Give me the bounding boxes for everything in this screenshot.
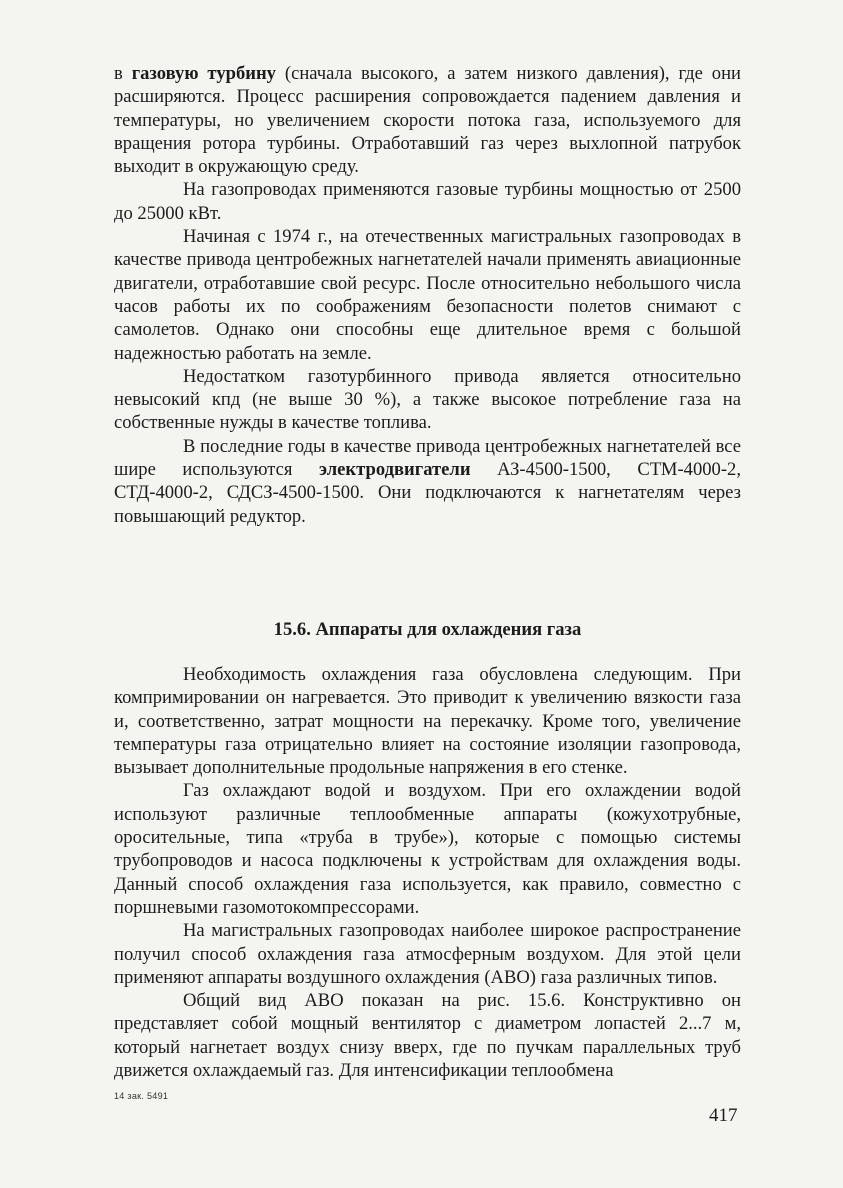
page-number: 417	[709, 1105, 738, 1126]
paragraph-water-cooling: Газ охлаждают водой и воздухом. При его охлаждении водой используют различные теплообменные аппараты (кожухотрубные, оросительные, типа «труба в трубе»), которые с помощью системы трубопроводов и насоса подключены к устройствам для охлаждения воды. Данный способ охлаждения газа используется, как правило, совместно с поршневыми газомотокомпрессорами.	[114, 780, 741, 918]
paragraph-avo-description: Общий вид АВО показан на рис. 15.6. Конструктивно он представляет собой мощный вентилятор с диаметром лопастей 2...7 м, который нагнетает воздух снизу вверх, где по пучкам параллельных труб движется охлаждаемый газ. Для интенсификации теплообмена	[114, 990, 741, 1082]
paragraph-air-cooling: На магистральных газопроводах наиболее широкое распространение получил способ охлаждения газа атмосферным воздухом. Для этой цели применяют аппараты воздушного охлаждения (АВО) газа различных типов.	[114, 920, 741, 988]
section-heading: 15.6. Аппараты для охлаждения газа	[273, 619, 582, 640]
paragraph-aviation-engines: Начиная с 1974 г., на отечественных магистральных газопроводах в качестве привода центробежных нагнетателей начали применять авиационные двигатели, отработавшие свой ресурс. После относительно небольшого числа часов работы их по соображениям безопасности полетов снимают с самолетов. Однако они способны еще длительное время с большой надежностью работать на земле.	[114, 226, 741, 364]
term-gas-turbine: газовую турбину	[131, 63, 276, 84]
paragraph-gas-turbine: в газовую турбину (сначала высокого, а затем низкого давления), где они расширяются. Процесс расширения сопровождается падением давления и температуры, но увеличением скорости потока газа, используемого для вращения ротора турбины. Отработавший газ через выхлопной патрубок выходит в окружающую среду.	[114, 63, 741, 178]
page-body	[114, 62, 741, 1082]
paragraph-turbine-power: На газопроводах применяются газовые турбины мощностью от 2500 до 25000 кВт.	[114, 179, 741, 224]
paragraph-cooling-need: Необходимость охлаждения газа обусловлена следующим. При компримировании он нагревается. Это приводит к увеличению вязкости газа и, соответственно, затрат мощности на перекачку. Кроме того, увеличение температуры газа отрицательно влияет на состояние изоляции газопровода, вызывает дополнительные продольные напряжения в его стенке.	[114, 664, 741, 779]
paragraph-electric-motors: В последние годы в качестве привода центробежных нагнетателей все шире используются электродвигатели АЗ-4500-1500, СТМ-4000-2, СТД-4000-2, СДСЗ-4500-1500. Они подключаются к нагнетателям через повышающий редуктор.	[114, 435, 741, 527]
print-order-note: 14 зак. 5491	[114, 1091, 169, 1101]
paragraph-turbine-drawbacks: Недостатком газотурбинного привода является относительно невысокий кпд (не выше 30 %), а также высокое потребление газа на собственные нужды в качестве топлива.	[114, 365, 741, 434]
term-electric-motors: электродвигатели	[319, 459, 471, 481]
section-body	[114, 663, 741, 1082]
